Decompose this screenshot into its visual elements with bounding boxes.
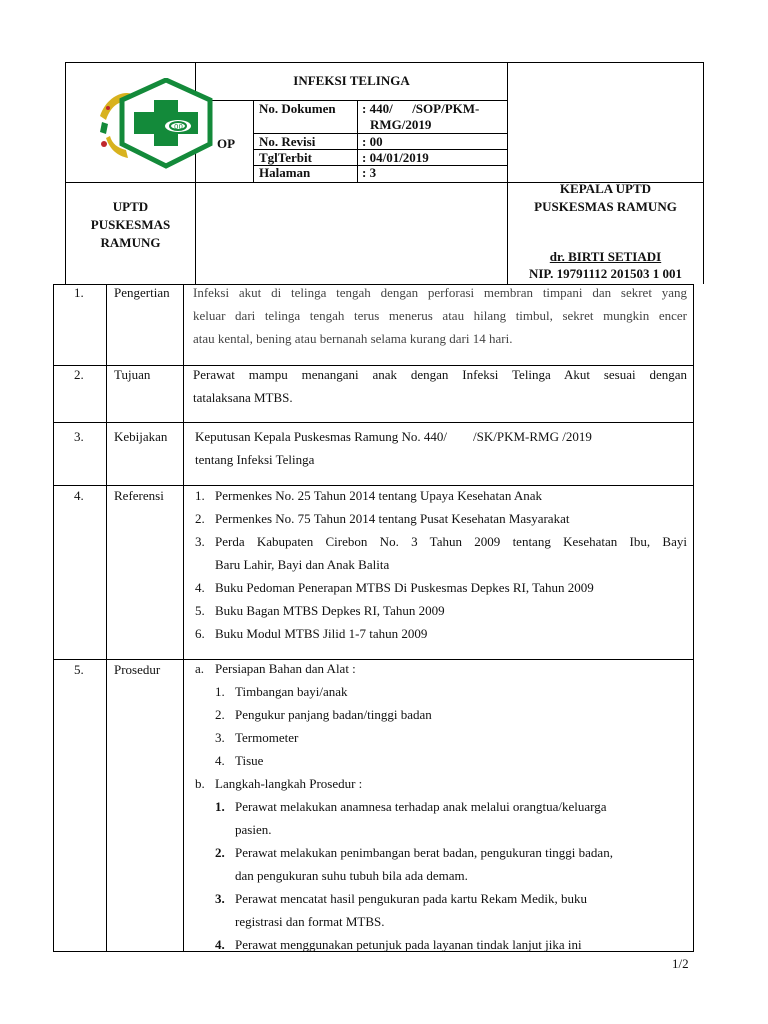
sop-label: OP xyxy=(217,136,236,151)
section-number: 3. xyxy=(74,429,84,444)
text-line: tatalaksana MTBS. xyxy=(193,390,293,405)
list-text: Tisue xyxy=(235,753,264,768)
list-text: Perda Kabupaten Cirebon No. 3 Tahun 2009 tentang Kesehatan Ibu, Bayi xyxy=(215,534,687,549)
puskesmas-logo xyxy=(92,78,220,170)
list-number: 1. xyxy=(195,488,205,503)
section-text-kebijakan xyxy=(195,425,689,471)
list-item xyxy=(215,841,687,887)
list-number: 3. xyxy=(215,730,225,745)
section-text-tujuan xyxy=(193,363,687,409)
head-title xyxy=(508,180,703,216)
document-title: INFEKSI TELINGA xyxy=(293,73,410,88)
list-item xyxy=(215,680,687,703)
list-item xyxy=(195,530,687,576)
list-item xyxy=(215,726,687,749)
subsection-title: Langkah-langkah Prosedur : xyxy=(215,776,363,791)
list-item xyxy=(195,576,687,599)
section-label: Kebijakan xyxy=(114,429,168,444)
list-item xyxy=(215,887,687,933)
list-text: Perawat mencatat hasil pengukuran pada kartu Rekam Medik, buku xyxy=(235,891,587,906)
list-text: Permenkes No. 25 Tahun 2014 tentang Upaya Kesehatan Anak xyxy=(215,488,543,503)
subsection-letter: b. xyxy=(195,776,205,791)
text-line: Infeksi akut di telinga tengah dengan perforasi membran timpani dan sekret yang xyxy=(193,285,687,300)
revision-label: No. Revisi xyxy=(259,134,316,149)
doc-number-value: : 440/ /SOP/PKM- xyxy=(362,101,480,116)
list-number: 2. xyxy=(215,845,225,860)
page-count-label: Halaman xyxy=(259,165,311,180)
section-number: 1. xyxy=(74,285,84,300)
page-number: 1/2 xyxy=(672,956,689,971)
list-item xyxy=(195,507,687,530)
svg-text:00: 00 xyxy=(174,123,183,131)
text-line: Perawat mampu menangani anak dengan Infeksi Telinga Akut sesuai dengan xyxy=(193,367,687,382)
procedure-subsection-a xyxy=(195,657,687,772)
doc-number-value-cont: RMG/2019 xyxy=(370,117,432,132)
procedure-subsection-b xyxy=(195,772,687,956)
text-line: keluar dari telinga tengah terus menerus atau hilang timbul, sekret mungkin encer xyxy=(193,308,687,323)
list-number: 3. xyxy=(195,534,205,549)
section-label: Prosedur xyxy=(114,662,161,677)
list-number: 4. xyxy=(215,753,225,768)
subsection-letter: a. xyxy=(195,661,205,676)
list-item xyxy=(215,749,687,772)
list-text: Perawat melakukan penimbangan berat badan, pengukuran tinggi badan, xyxy=(235,845,613,860)
list-text: Perawat menggunakan petunjuk pada layanan tindak lanjut jika ini xyxy=(235,937,582,952)
head-name: dr. BIRTI SETIADI xyxy=(549,249,662,264)
list-item xyxy=(195,599,687,622)
list-number: 4. xyxy=(195,580,205,595)
head-nip: NIP. 19791112 201503 1 001 xyxy=(528,266,682,281)
subsection-title: Persiapan Bahan dan Alat : xyxy=(215,661,356,676)
section-label: Referensi xyxy=(114,488,164,503)
text-line: tentang Infeksi Telinga xyxy=(195,452,315,467)
list-text: Pengukur panjang badan/tinggi badan xyxy=(235,707,432,722)
list-item xyxy=(195,484,687,507)
list-number: 6. xyxy=(195,626,205,641)
org-line-3: RAMUNG xyxy=(100,235,161,250)
issue-date-label: TglTerbit xyxy=(259,150,312,165)
doc-number-label: No. Dokumen xyxy=(259,101,336,116)
head-line-2: PUSKESMAS RAMUNG xyxy=(534,199,677,214)
org-line-1: UPTD xyxy=(112,199,149,214)
list-item xyxy=(215,933,687,956)
section-text-pengertian xyxy=(193,281,687,350)
list-text: Perawat melakukan anamnesa terhadap anak melalui orangtua/keluarga xyxy=(235,799,607,814)
page-count-value: : 3 xyxy=(362,165,377,180)
list-text: Baru Lahir, Bayi dan Anak Balita xyxy=(215,557,390,572)
list-number: 2. xyxy=(215,707,225,722)
list-text: pasien. xyxy=(235,822,272,837)
list-text: registrasi dan format MTBS. xyxy=(235,914,385,929)
list-text: Buku Modul MTBS Jilid 1-7 tahun 2009 xyxy=(215,626,428,641)
section-label: Pengertian xyxy=(114,285,170,300)
list-text: dan pengukuran suhu tubuh bila ada demam. xyxy=(235,868,468,883)
list-item xyxy=(215,703,687,726)
section-number: 4. xyxy=(74,488,84,503)
org-name xyxy=(66,198,195,252)
list-item xyxy=(215,795,687,841)
text-line: atau kental, bening atau bernanah selama kurang dari 14 hari. xyxy=(193,331,513,346)
head-line-1: KEPALA UPTD xyxy=(559,181,652,196)
list-text: Timbangan bayi/anak xyxy=(235,684,348,699)
list-text: Buku Bagan MTBS Depkes RI, Tahun 2009 xyxy=(215,603,445,618)
reference-list xyxy=(195,484,687,645)
list-number: 1. xyxy=(215,799,225,814)
list-text: Termometer xyxy=(235,730,299,745)
list-number: 2. xyxy=(195,511,205,526)
procedure-block xyxy=(195,657,687,956)
list-number: 4. xyxy=(215,937,225,952)
issue-date-value: : 04/01/2019 xyxy=(362,150,429,165)
section-number: 2. xyxy=(74,367,84,382)
list-item xyxy=(195,622,687,645)
section-label: Tujuan xyxy=(114,367,151,382)
list-text: Permenkes No. 75 Tahun 2014 tentang Pusat Kesehatan Masyarakat xyxy=(215,511,570,526)
org-line-2: PUSKESMAS xyxy=(90,217,171,232)
list-number: 3. xyxy=(215,891,225,906)
section-number: 5. xyxy=(74,662,84,677)
revision-value: : 00 xyxy=(362,134,383,149)
list-number: 1. xyxy=(215,684,225,699)
list-number: 5. xyxy=(195,603,205,618)
text-line: Keputusan Kepala Puskesmas Ramung No. 440/ /SK/PKM-RMG /2019 xyxy=(195,429,592,444)
list-text: Buku Pedoman Penerapan MTBS Di Puskesmas Depkes RI, Tahun 2009 xyxy=(215,580,594,595)
